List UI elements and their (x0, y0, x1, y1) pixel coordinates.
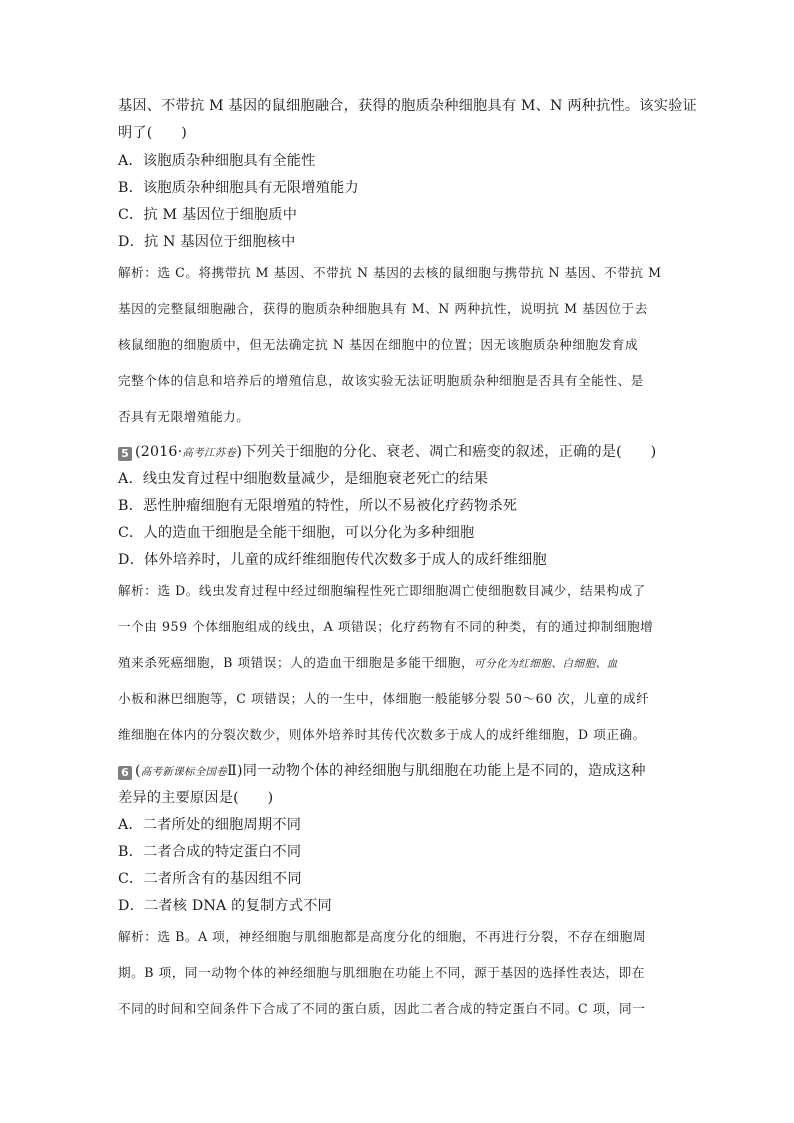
analysis-line: 核鼠细胞的细胞质中，但无法确定抗 N 基因在细胞中的位置；因无该胞质杂种细胞发育成 (118, 337, 639, 352)
analysis-line: 基因的完整鼠细胞融合，获得的胞质杂种细胞具有 M、N 两种抗性，说明抗 M 基因位于去 (118, 301, 648, 316)
answer-option-d: D．二者核 DNA 的复制方式不同 (118, 898, 332, 914)
analysis-line: 期。B 项，同一动物个体的神经细胞与肌细胞在功能上不同，源于基因的选择性表达，即在 (118, 965, 645, 980)
question-stem-text: )下列关于细胞的分化、衰老、凋亡和癌变的叙述，正确的是( ) (236, 444, 657, 460)
analysis-line (118, 653, 618, 674)
answer-option-c: C．二者所含有的基因组不同 (118, 871, 302, 887)
answer-option-b: B．恶性肿瘤细胞有无限增殖的特性，所以不易被化疗药物杀死 (118, 498, 518, 514)
analysis-line: 否具有无限增殖能力。 (118, 409, 250, 424)
answer-option-a: A．线虫发育过程中细胞数量减少，是细胞衰老死亡的结果 (118, 471, 489, 487)
analysis-line: 不同的时间和空间条件下合成了不同的蛋白质，因此二者合成的特定蛋白不同。C 项，同一 (118, 1001, 646, 1016)
analysis-line: 完整个体的信息和培养后的增殖信息，故该实验无法证明胞质杂种细胞是否具有全能性、是 (118, 373, 644, 388)
analysis-line: 解析：选 C。将携带抗 M 基因、不带抗 N 基因的去核的鼠细胞与携带抗 N 基因、不带抗 M (118, 265, 662, 280)
question-source-tag: 高考江苏卷 (182, 447, 237, 459)
analysis-line: 小板和淋巴细胞等，C 项错误；人的一生中，体细胞一般能够分裂 50～60 次，儿童的成纤 (118, 691, 650, 706)
question-stem-line: 明了( ) (118, 125, 188, 141)
answer-option-d: D．体外培养时，儿童的成纤维细胞传代次数多于成人的成纤维细胞 (118, 552, 547, 568)
answer-option-b: B．二者合成的特定蛋白不同 (118, 844, 302, 860)
analysis-line: 解析：选 D。线虫发育过程中经过细胞编程性死亡即细胞凋亡使细胞数目减少，结果构成了 (118, 583, 646, 598)
question-source-tag: 高考新课标全国卷 (140, 766, 228, 778)
analysis-small-text: 可分化为红细胞、白细胞、血 (474, 658, 618, 670)
answer-option-a: A．该胞质杂种细胞具有全能性 (118, 153, 316, 169)
analysis-line: 解析：选 B。A 项，神经细胞与肌细胞都是高度分化的细胞，不再进行分裂，不存在细胞周 (118, 929, 647, 944)
answer-option-c: C．人的造血干细胞是全能干细胞，可以分化为多种细胞 (118, 525, 475, 541)
question-source-open: (2016· (135, 444, 183, 460)
question-stem-line: 差异的主要原因是( ) (118, 790, 274, 806)
answer-option-a: A．二者所处的细胞周期不同 (118, 817, 302, 833)
analysis-line: 维细胞在体内的分裂次数少，则体外培养时其传代次数多于成人的成纤维细胞，D 项正确。 (118, 727, 646, 742)
question-source-open: ( (135, 763, 141, 779)
answer-option-d: D．抗 N 基因位于细胞核中 (118, 234, 296, 250)
analysis-text: 殖来杀死癌细胞，B 项错误；人的造血干细胞是多能干细胞， (118, 655, 475, 670)
question-stem-text: Ⅱ)同一动物个体的神经细胞与肌细胞在功能上是不同的，造成这种 (227, 763, 646, 779)
question-number-badge: 5 (118, 447, 132, 461)
analysis-line: 一个由 959 个体细胞组成的线虫，A 项错误；化疗药物有不同的种类，有的通过抑制细胞增 (118, 619, 654, 634)
question-stem-line: 基因、不带抗 M 基因的鼠细胞融合，获得的胞质杂种细胞具有 M、N 两种抗性。该实验证 (118, 98, 697, 114)
question-5-stem (118, 442, 656, 463)
question-number-badge: 6 (118, 766, 132, 780)
answer-option-b: B．该胞质杂种细胞具有无限增殖能力 (118, 180, 359, 196)
answer-option-c: C．抗 M 基因位于细胞质中 (118, 207, 298, 223)
question-6-stem (118, 761, 646, 782)
